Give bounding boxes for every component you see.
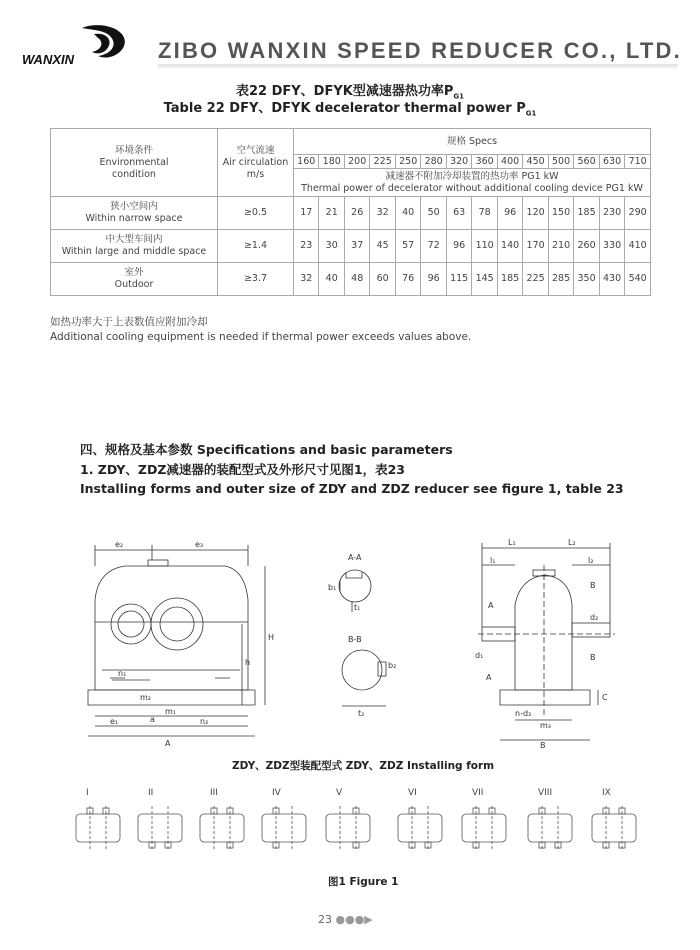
company-logo xyxy=(20,20,138,70)
form-label: VII xyxy=(472,788,484,798)
table-cell: 225 xyxy=(523,263,548,296)
installing-form-diagram xyxy=(394,800,446,860)
table22-title-en: Table 22 DFY、DFYK decelerator thermal power $P_{G1}$ xyxy=(163,101,537,118)
table-cell: 540 xyxy=(625,263,651,296)
table-cell: 110 xyxy=(472,230,497,263)
table-cell: 96 xyxy=(421,263,446,296)
table-cell: 60 xyxy=(370,263,395,296)
installing-form-caption: ZDY、ZDZ型装配型式 ZDY、ZDZ Installing form xyxy=(232,760,495,772)
spec-560: 560 xyxy=(574,155,599,169)
spec-630: 630 xyxy=(599,155,624,169)
table-cell: 260 xyxy=(574,230,599,263)
table-cell: 26 xyxy=(344,197,369,230)
row-environment: 中大型车间内 Within large and middle space xyxy=(51,230,218,263)
spec-450: 450 xyxy=(523,155,548,169)
dim-B: B xyxy=(540,741,546,750)
form-label: VIII xyxy=(538,788,553,798)
installing-form-diagram xyxy=(524,800,576,860)
row-air: ≥1.4 xyxy=(218,230,294,263)
table-cell: 23 xyxy=(294,230,319,263)
dim-d1: d₁ xyxy=(475,651,484,660)
table-cell: 63 xyxy=(446,197,471,230)
dim-C: C xyxy=(602,693,608,702)
spec-360: 360 xyxy=(472,155,497,169)
form-label: V xyxy=(336,788,343,798)
dim-m3: m₃ xyxy=(540,721,551,730)
dim-d2: d₂ xyxy=(590,613,599,622)
form-label: I xyxy=(86,788,89,798)
table-row xyxy=(51,197,651,230)
form-label: IV xyxy=(272,788,281,798)
header-air-circulation: 空气流速 Air circulation m/s xyxy=(218,129,294,197)
dim-b1: b₁ xyxy=(328,583,337,592)
view-arrow-A-lower: A xyxy=(486,673,492,682)
installing-form-diagram xyxy=(258,800,310,860)
table-cell: 45 xyxy=(370,230,395,263)
dim-h: h xyxy=(245,658,251,667)
dim-l1: l₁ xyxy=(490,556,496,565)
note-cn: 如热功率大于上表数值应附加冷却 xyxy=(50,316,208,328)
table-row xyxy=(51,230,651,263)
table-cell: 21 xyxy=(319,197,344,230)
figure-caption: 图1 Figure 1 xyxy=(328,876,399,888)
row-air: ≥0.5 xyxy=(218,197,294,230)
spec-200: 200 xyxy=(344,155,369,169)
table-cell: 120 xyxy=(523,197,548,230)
page-number: 23 ●●●▶ xyxy=(318,913,373,926)
table-cell: 17 xyxy=(294,197,319,230)
table-cell: 230 xyxy=(599,197,624,230)
table-cell: 285 xyxy=(548,263,573,296)
dim-b2: b₂ xyxy=(388,661,397,670)
header-environment: 环境条件 Environmental condition xyxy=(51,129,218,197)
header-thermal-power: 减速器不附加冷却装置的热功率 PG1 kW Thermal power of decelerator without additional cooling device PG1 kW xyxy=(294,169,651,197)
dim-n1: n₁ xyxy=(118,669,127,678)
dim-l2: l₂ xyxy=(588,556,594,565)
view-arrow-A: A xyxy=(488,601,494,610)
dim-e2: e₂ xyxy=(115,540,124,549)
section-line-cn: 1. ZDY、ZDZ减速器的装配型式及外形尺寸见图1，表23 xyxy=(80,462,405,477)
installing-form-diagram xyxy=(588,800,640,860)
table-cell: 150 xyxy=(548,197,573,230)
table-cell: 145 xyxy=(472,263,497,296)
table-cell: 96 xyxy=(497,197,522,230)
installing-form-diagram xyxy=(72,800,124,860)
spec-500: 500 xyxy=(548,155,573,169)
spec-180: 180 xyxy=(319,155,344,169)
table-cell: 115 xyxy=(446,263,471,296)
dim-a: a xyxy=(150,715,155,724)
row-air: ≥3.7 xyxy=(218,263,294,296)
dim-t1: t₁ xyxy=(354,603,361,612)
spec-400: 400 xyxy=(497,155,522,169)
form-label: IX xyxy=(602,788,611,798)
dim-L1: L₁ xyxy=(508,538,516,547)
form-label: VI xyxy=(408,788,417,798)
table-cell: 330 xyxy=(599,230,624,263)
table-cell: 72 xyxy=(421,230,446,263)
header-rule xyxy=(158,64,678,68)
table-cell: 140 xyxy=(497,230,522,263)
spec-710: 710 xyxy=(625,155,651,169)
dim-e3: e₃ xyxy=(195,540,204,549)
header-specs: 规格 Specs xyxy=(294,129,651,155)
spec-320: 320 xyxy=(446,155,471,169)
table-cell: 290 xyxy=(625,197,651,230)
note-en: Additional cooling equipment is needed if thermal power exceeds values above. xyxy=(50,331,472,343)
dim-m2: m₂ xyxy=(140,693,151,702)
table-cell: 48 xyxy=(344,263,369,296)
installing-form-diagram xyxy=(458,800,510,860)
company-name: ZIBO WANXIN SPEED REDUCER CO., LTD. xyxy=(158,38,682,63)
table-cell: 185 xyxy=(497,263,522,296)
table-cell: 30 xyxy=(319,230,344,263)
view-arrow-B: B xyxy=(590,581,596,590)
table-cell: 350 xyxy=(574,263,599,296)
table-cell: 96 xyxy=(446,230,471,263)
installing-form-diagram xyxy=(134,800,186,860)
table-cell: 32 xyxy=(294,263,319,296)
dim-m1: m₁ xyxy=(165,707,176,716)
dim-n-d3: n-d₃ xyxy=(515,709,532,718)
table22-title-cn: 表22 DFY、DFYK型减速器热功率$P_{G1}$ xyxy=(235,84,464,101)
installing-form-diagram xyxy=(322,800,374,860)
dim-e1: e₁ xyxy=(110,717,119,726)
table-cell: 40 xyxy=(319,263,344,296)
dim-n2: n₂ xyxy=(200,717,209,726)
section-heading: 四、规格及基本参数 Specifications and basic parameters xyxy=(80,442,453,457)
form-label: II xyxy=(148,788,154,798)
table-cell: 78 xyxy=(472,197,497,230)
dim-H: H xyxy=(268,633,275,642)
row-environment: 室外 Outdoor xyxy=(51,263,218,296)
table-cell: 40 xyxy=(395,197,420,230)
table-cell: 170 xyxy=(523,230,548,263)
section-BB-label: B-B xyxy=(348,635,362,644)
spec-160: 160 xyxy=(294,155,319,169)
table-cell: 32 xyxy=(370,197,395,230)
row-environment: 狭小空间内 Within narrow space xyxy=(51,197,218,230)
spec-225: 225 xyxy=(370,155,395,169)
dim-L2: L₂ xyxy=(568,538,576,547)
installing-form-diagram xyxy=(196,800,248,860)
table-cell: 210 xyxy=(548,230,573,263)
section-line-en: Installing forms and outer size of ZDY and ZDZ reducer see figure 1, table 23 xyxy=(80,481,624,496)
spec-280: 280 xyxy=(421,155,446,169)
table-cell: 430 xyxy=(599,263,624,296)
table-row xyxy=(51,263,651,296)
table-cell: 50 xyxy=(421,197,446,230)
table-cell: 57 xyxy=(395,230,420,263)
table-cell: 37 xyxy=(344,230,369,263)
form-label: III xyxy=(210,788,218,798)
table-cell: 185 xyxy=(574,197,599,230)
dim-A: A xyxy=(165,739,171,748)
svg-text:WANXIN: WANXIN xyxy=(22,52,74,67)
section-AA-label: A-A xyxy=(348,553,362,562)
table-cell: 76 xyxy=(395,263,420,296)
thermal-power-table xyxy=(50,128,651,296)
dim-t2: t₂ xyxy=(358,709,365,718)
reducer-drawing xyxy=(0,525,700,785)
table-cell: 410 xyxy=(625,230,651,263)
view-arrow-B-lower: B xyxy=(590,653,596,662)
spec-250: 250 xyxy=(395,155,420,169)
